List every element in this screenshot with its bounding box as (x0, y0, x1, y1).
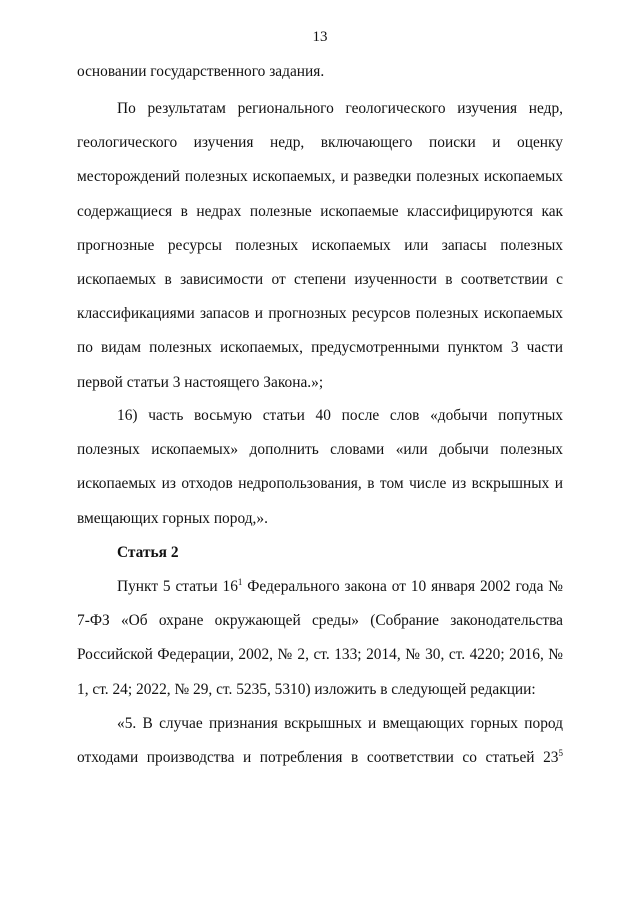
article-text-start: Пункт 5 статьи 16 (117, 578, 238, 595)
quoted-text: «5. В случае признания вскрышных и вмещающих горных пород отходами производства и потребления в соответствии со статьей 23 (77, 715, 563, 767)
article-text-rest: Федерального закона от 10 января 2002 года № 7-ФЗ «Об охране окружающей среды» (Собрание законодательства Российской Федерации, 2002, № 2, ст. 133; 2014, № 30, ст. 4220; 2016, № 1, ст. 24; 2022, № 29, ст. 5235, 5310) изложить в следующей редакции: (77, 578, 563, 698)
paragraph-article-2 (77, 570, 563, 707)
article-heading: Статья 2 (117, 544, 179, 561)
footnote-superscript: 1 (237, 576, 243, 587)
paragraph-quoted-point-5 (77, 707, 563, 775)
paragraph-continuation: основании государственного задания. (77, 63, 325, 80)
page-number: 13 (312, 29, 328, 45)
paragraph-geological-classification: По результатам регионального геологического изучения недр, геологического изучения недр, включающего поиски и оценку месторождений полезных ископаемых, и разведки полезных ископаемых содержащиеся в недрах полезные ископаемые классифицируются как прогнозные ресурсы полезных ископаемых или запасы полезных ископаемых в зависимости от степени изученности в соответствии с классификациями запасов и прогнозных ресурсов полезных ископаемых по видам полезных ископаемых, предусмотренными пунктом 3 части первой статьи 3 настоящего Закона.»; (77, 100, 563, 391)
article-superscript: 5 (558, 748, 563, 759)
paragraph-item-16: 16) часть восьмую статьи 40 после слов «добычи попутных полезных ископаемых» дополнить словами «или добычи полезных ископаемых из отходов недропользования, в том числе из вскрышных и вмещающих горных пород,». (77, 407, 563, 527)
